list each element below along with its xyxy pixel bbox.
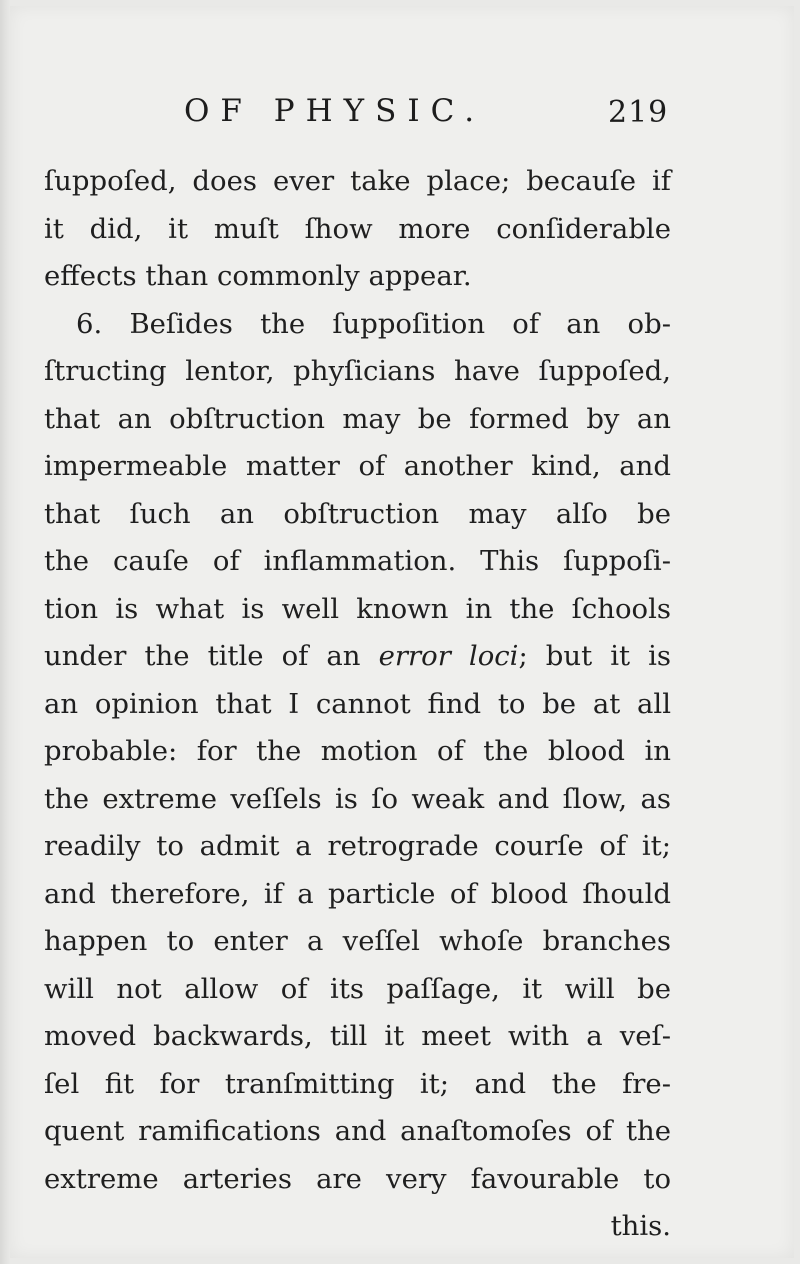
text-line: effects than commonly appear. bbox=[44, 260, 472, 292]
text-line-with-italic bbox=[44, 633, 671, 681]
text-line: happen to enter a veſſel whoſe branches bbox=[44, 925, 671, 957]
text-line: this. bbox=[610, 1210, 671, 1242]
text-line: it did, it muſt ſhow more conſiderable bbox=[44, 212, 671, 245]
paragraph-start-line: 6. Beſides the ſuppoſition of an ob- bbox=[76, 307, 671, 340]
text-line: will not allow of its paſſage, it will be bbox=[44, 972, 671, 1005]
text-line: impermeable matter of another kind, and bbox=[44, 450, 671, 482]
text-line: and therefore, if a particle of blood ſhould bbox=[44, 877, 671, 910]
text-line: readily to admit a retrograde courſe of it; bbox=[44, 830, 671, 862]
italic-phrase: error loci bbox=[378, 640, 519, 672]
page-number: 219 bbox=[608, 95, 669, 130]
text-line: ſel fit for tranſmitting it; and the fre- bbox=[44, 1067, 671, 1100]
page-edge bbox=[0, 0, 10, 1264]
text-line: moved backwards, till it meet with a veſ- bbox=[44, 1020, 671, 1052]
text-line: that an obſtruction may be formed by an bbox=[44, 402, 671, 435]
text-fragment: ; but it is bbox=[518, 640, 671, 672]
text-line: that ſuch an obſtruction may alſo be bbox=[44, 497, 671, 530]
text-line: an opinion that I cannot find to be at all bbox=[44, 687, 671, 720]
text-fragment: under the title of an bbox=[44, 640, 361, 672]
text-line: the extreme veſſels is ſo weak and ſlow, as bbox=[44, 782, 671, 815]
text-line: quent ramifications and anaſtomoſes of the bbox=[44, 1115, 671, 1147]
text-line: extreme arteries are very favourable to bbox=[44, 1162, 671, 1195]
text-line: ſtructing lentor, phyſicians have ſuppoſed, bbox=[44, 355, 671, 387]
running-head: OF PHYSIC. bbox=[184, 93, 486, 129]
page-header bbox=[0, 93, 800, 143]
body-text bbox=[44, 158, 671, 1251]
text-line: the cauſe of inflammation. This ſuppoſi- bbox=[44, 545, 671, 577]
text-line: ſuppoſed, does ever take place; becauſe if bbox=[44, 165, 671, 197]
text-line: probable: for the motion of the blood in bbox=[44, 735, 671, 767]
text-line: tion is what is well known in the ſchools bbox=[44, 592, 671, 625]
